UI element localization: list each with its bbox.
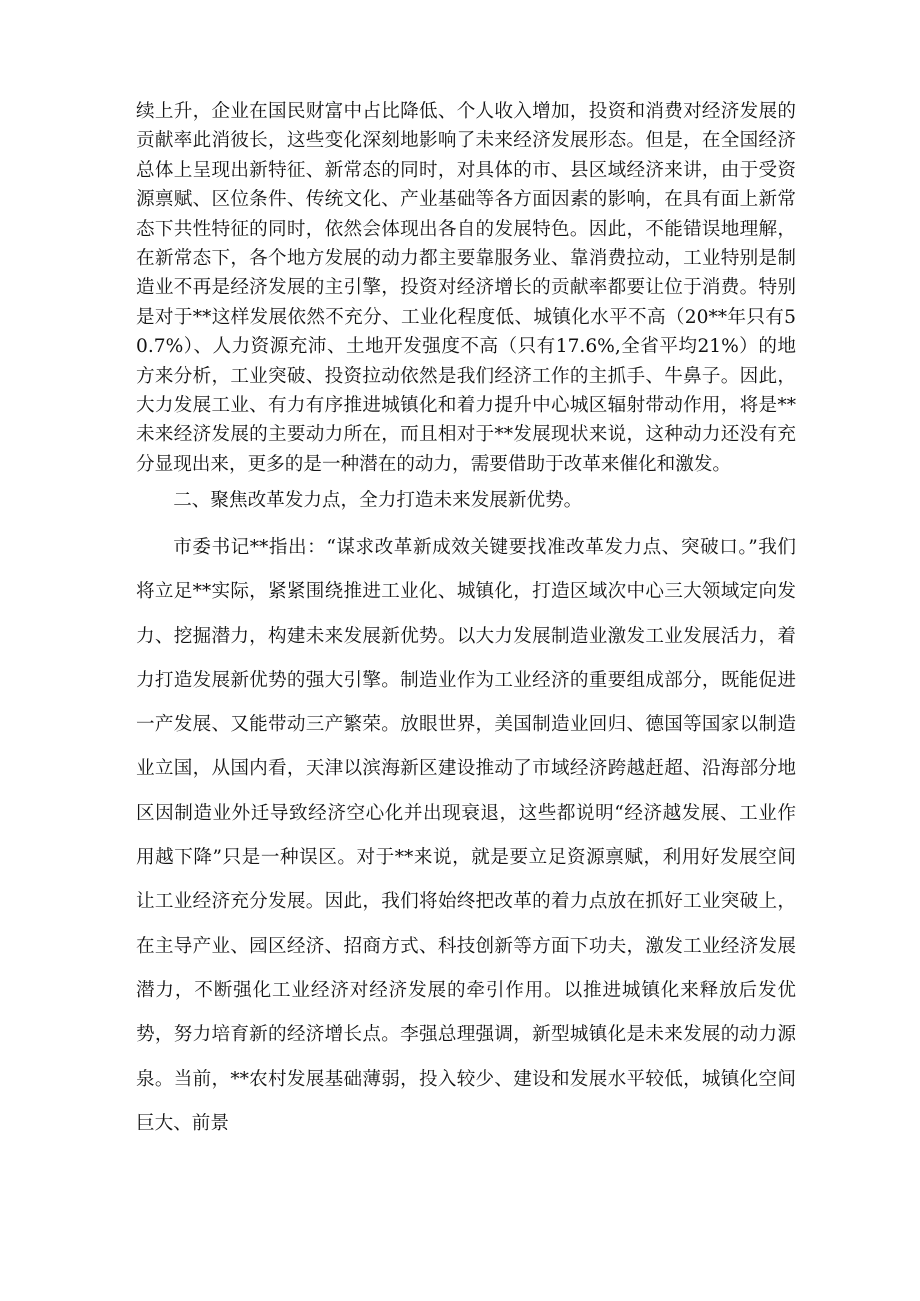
body-paragraph-2: 市委书记**指出：“谋求改革新成效关键要找准改革发力点、突破口。”我们将立足**实际，紧紧围绕推进工业化、城镇化，打造区域次中心三大领域定向发力、挖掘潜力，构建未来发展新优势。以大力发展制造业激发工业发展活力，着力打造发展新优势的强大引擎。制造业作为工业经济的重要组成部分，既能促进一产发展、又能带动三产繁荣。放眼世界，美国制造业回归、德国等国家以制造业立国，从国内看，天津以滨海新区建设推动了市域经济跨越赶超、沿海部分地区因制造业外迁导致经济空心化并出现衰退，这些都说明“经济越发展、工业作用越下降”只是一种误区。对于**来说，就是要立足资源禀赋，利用好发展空间让工业经济充分发展。因此，我们将始终把改革的着力点放在抓好工业突破上，在主导产业、园区经济、招商方式、科技创新等方面下功夫，激发工业经济发展潜力，不断强化工业经济对经济发展的牵引作用。以推进城镇化来释放后发优势，努力培育新的经济增长点。李强总理强调，新型城镇化是未来发展的动力源泉。当前，**农村发展基础薄弱，投入较少、建设和发展水平较低，城镇化空间巨大、前景 [136, 537, 796, 1134]
section-heading: 二、聚焦改革发力点，全力打造未来发展新优势。 [173, 490, 583, 511]
body-paragraph-1: 续上升，企业在国民财富中占比降低、个人收入增加，投资和消费对经济发展的贡献率此消彼长，这些变化深刻地影响了未来经济发展形态。但是，在全国经济总体上呈现出新特征、新常态的同时，对具体的市、县区域经济来讲，由于受资源禀赋、区位条件、传统文化、产业基础等各方面因素的影响，在具有面上新常态下共性特征的同时，依然会体现出各自的发展特色。因此，不能错误地理解，在新常态下，各个地方发展的动力都主要靠服务业、靠消费拉动，工业特别是制造业不再是经济发展的主引擎，投资对经济增长的贡献率都要让位于消费。特别是对于**这样发展依然不充分、工业化程度低、城镇化水平不高（20**年只有50.7%）、人力资源充沛、土地开发强度不高（只有17.6%,全省平均21%）的地方来分析，工业突破、投资拉动依然是我们经济工作的主抓手、牛鼻子。因此，大力发展工业、有力有序推进城镇化和着力提升中心城区辐射带动作用，将是**未来经济发展的主要动力所在，而且相对于**发展现状来说，这种动力还没有充分显现出来，更多的是一种潜在的动力，需要借助于改革来催化和激发。 [136, 101, 796, 475]
